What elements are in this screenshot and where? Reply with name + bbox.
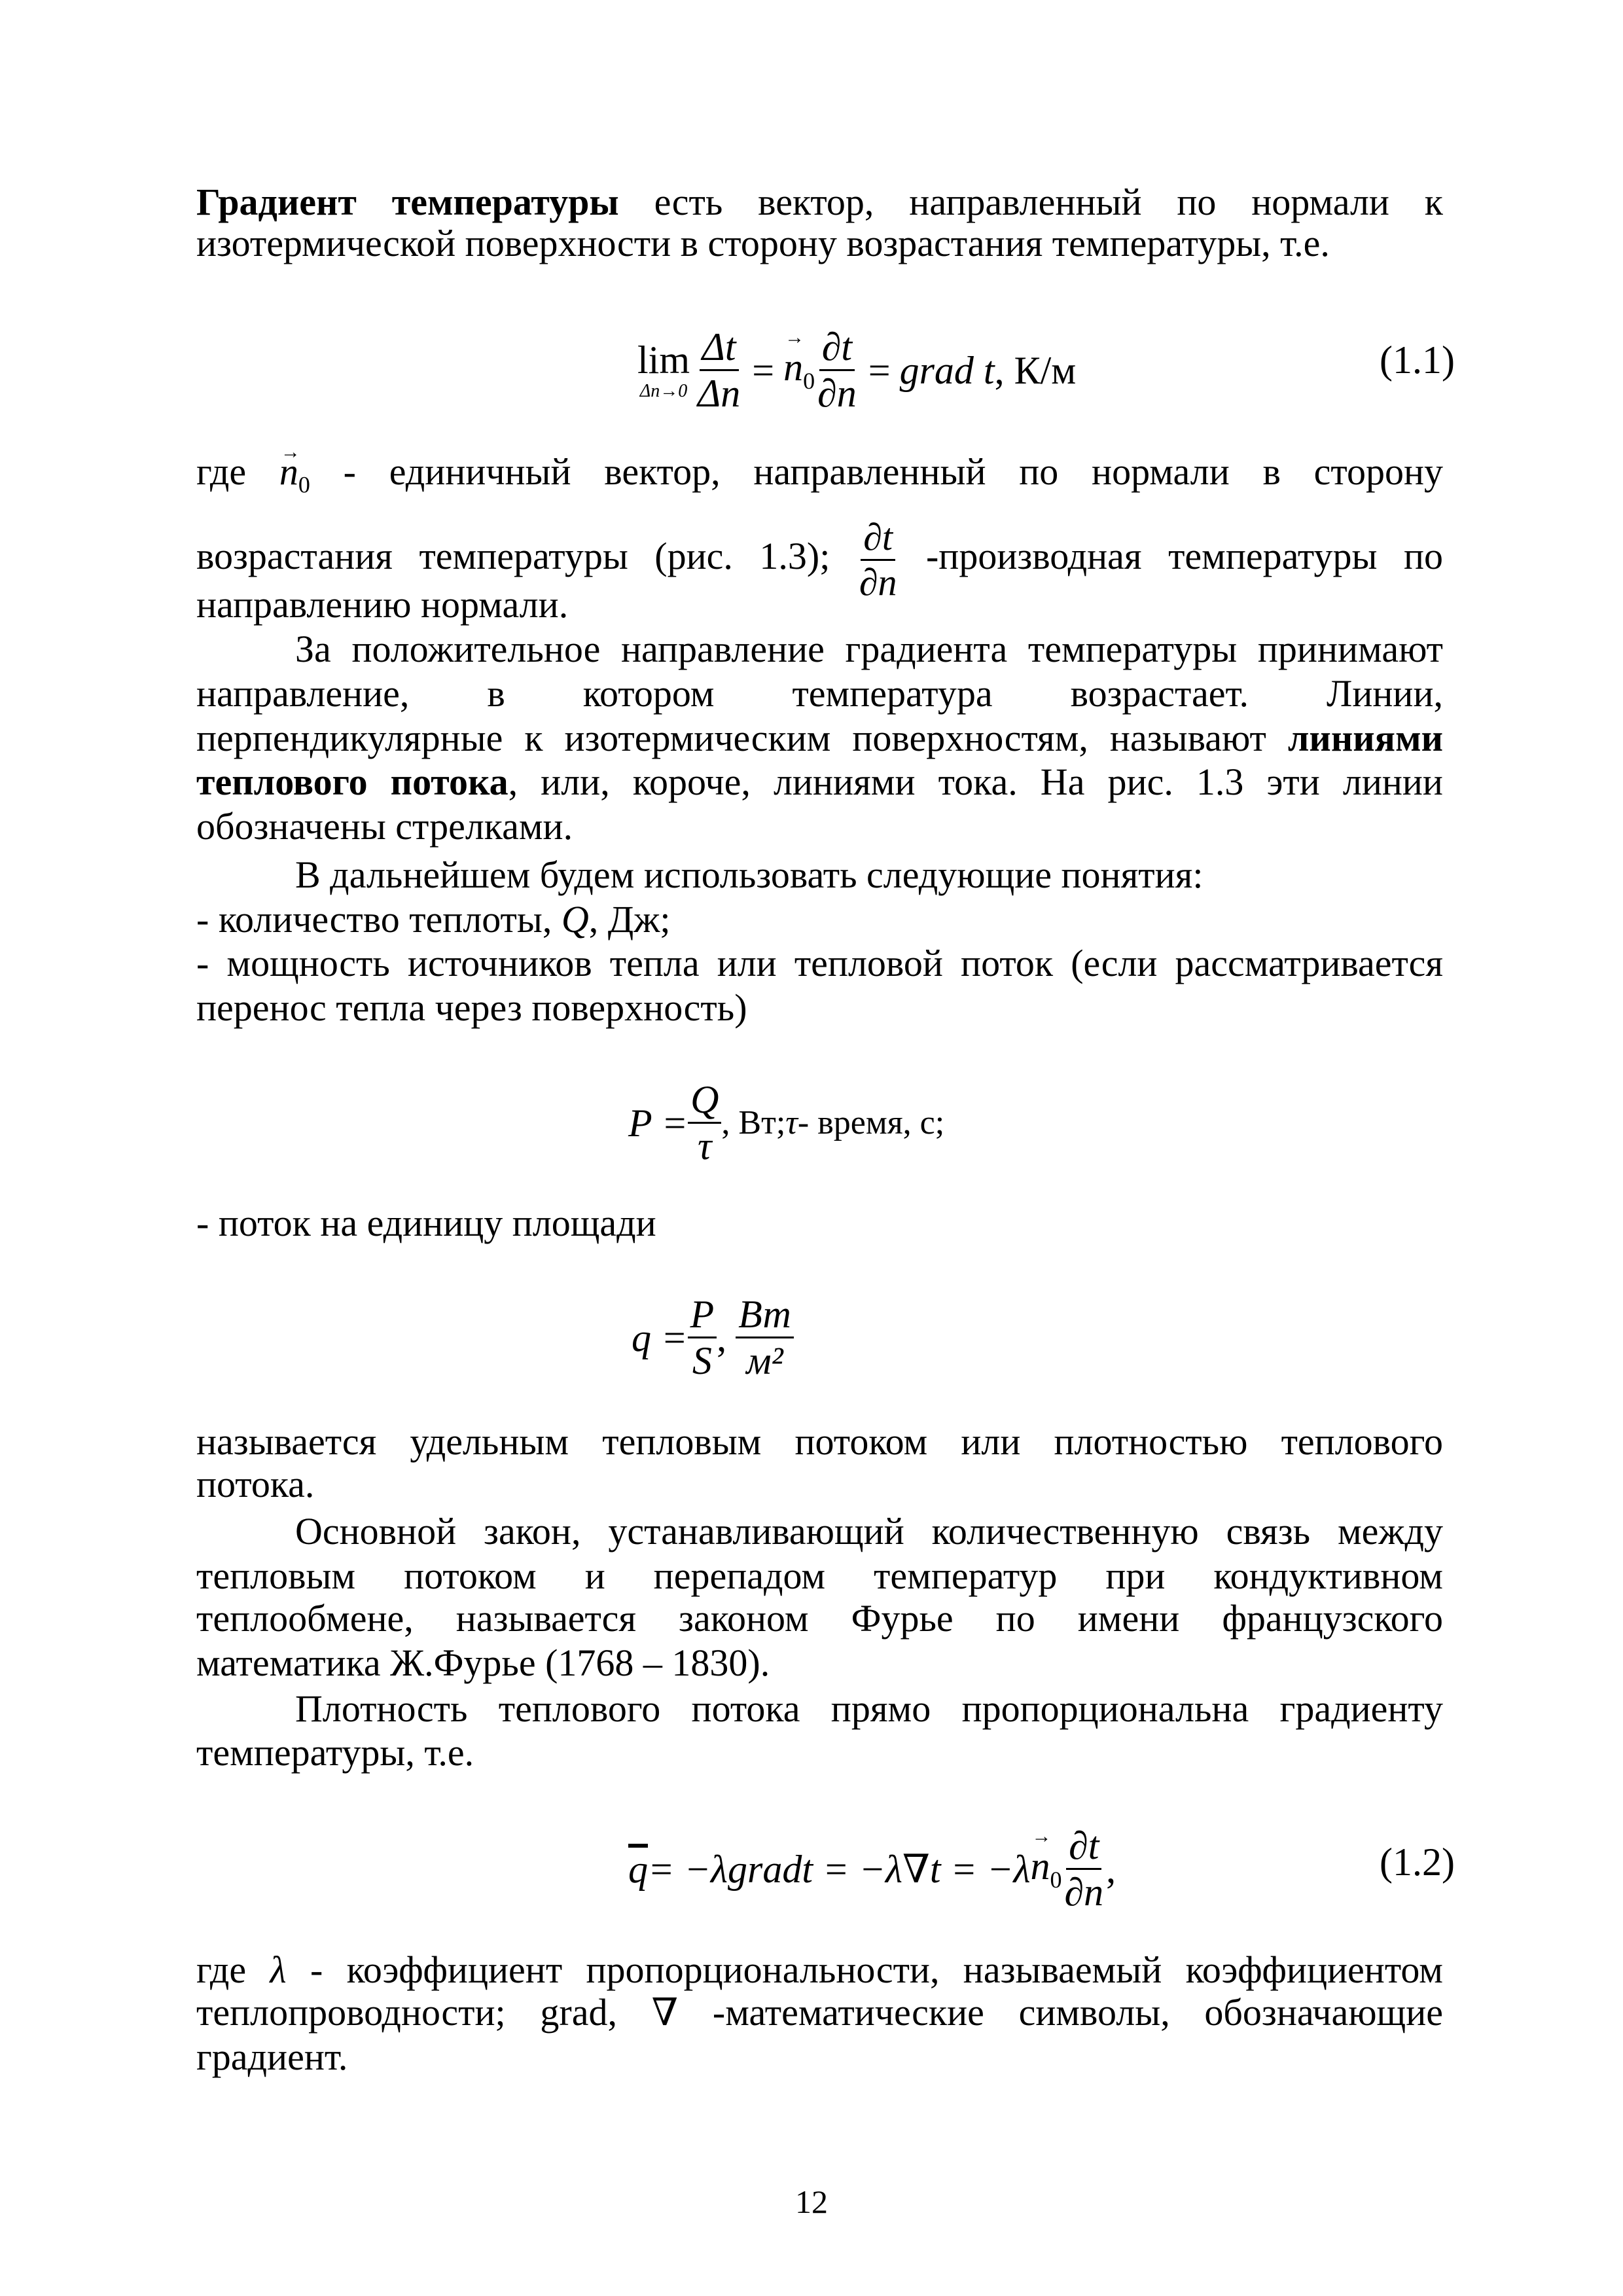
equation-heat-flux — [632, 1295, 794, 1380]
vec-n: n — [783, 346, 804, 389]
text: Основной закон, устанавливающий количественную связь между — [295, 1510, 1443, 1552]
numerator: P — [688, 1295, 717, 1338]
text-line — [196, 221, 1443, 266]
text: потока. — [196, 1463, 315, 1505]
text: тепловым потоком и перепадом температур при кондуктивном — [196, 1554, 1443, 1597]
equals: = — [752, 348, 775, 392]
math-symbol: λ — [270, 1948, 287, 1991]
vec-sub: 0 — [298, 471, 310, 498]
text-line — [196, 1553, 1443, 1599]
numerator: ∂t — [861, 518, 895, 561]
denominator: S — [692, 1339, 712, 1382]
text: математика Ж.Фурье (1768 – 1830). — [196, 1641, 770, 1684]
text: называется удельным тепловым потоком или плотностью теплового — [196, 1420, 1443, 1463]
text-line — [196, 1686, 1443, 1732]
text: перенос тепла через поверхность) — [196, 986, 747, 1029]
text-line — [196, 1419, 1443, 1465]
text: -производная температуры по — [899, 534, 1443, 577]
unit-vector — [1030, 1846, 1061, 1892]
numerator: Q — [688, 1080, 721, 1124]
page-number: 12 — [795, 2183, 828, 2220]
text: обозначены стрелками. — [196, 805, 573, 848]
denominator: ∂n — [1064, 1871, 1104, 1914]
unit-vector — [279, 449, 310, 508]
text-line — [196, 582, 1443, 628]
tau: τ — [785, 1103, 798, 1141]
equation-power — [628, 1080, 944, 1166]
text-line — [196, 1990, 1443, 2036]
limit — [637, 340, 690, 401]
text-line — [196, 449, 1443, 498]
grad-t: grad t — [899, 348, 995, 392]
text: За положительное направление градиента температуры принимают — [295, 628, 1443, 670]
bold-term: Градиент температуры — [196, 181, 619, 223]
text: возрастания температуры (рис. 1.3); — [196, 534, 857, 577]
text: где — [196, 450, 279, 493]
text-line — [196, 2034, 1443, 2080]
text-line — [196, 1730, 1443, 1776]
comma: , — [1106, 1847, 1116, 1891]
text-line — [196, 1947, 1443, 1993]
text: теплопроводности; grad, ∇ -математические символы, обозначающие — [196, 1991, 1443, 2034]
unit: , К/м — [994, 348, 1077, 392]
flux-lhs: q = — [632, 1316, 688, 1359]
bold-term: линиями — [1287, 717, 1443, 759]
text: - мощность источников тепла или тепловой поток (если рассматривается — [196, 942, 1443, 984]
text: - коэффициент пропорциональности, называемый коэффициентом — [286, 1948, 1444, 1991]
vec-sub: 0 — [803, 368, 815, 394]
text-line — [196, 715, 1443, 761]
text: где — [196, 1948, 270, 1991]
text-line — [196, 804, 1443, 850]
lim-subscript: Δn→0 — [639, 380, 688, 401]
denominator: ∂n — [859, 561, 897, 603]
equation-number-1-2: (1.2) — [1380, 1840, 1455, 1884]
numerator: ∂t — [819, 327, 855, 371]
text-line — [196, 1596, 1443, 1641]
text: направление, в котором температура возрастает. Линии, — [196, 672, 1443, 715]
text-line — [196, 941, 1443, 986]
math-symbol: Q — [561, 898, 589, 941]
fourier-expression: = −λgradt = −λ∇t = −λ — [648, 1847, 1031, 1891]
vec-n: n — [279, 450, 298, 493]
comma: , — [717, 1316, 727, 1359]
text: - поток на единицу площади — [196, 1202, 656, 1244]
text-line — [196, 1462, 1443, 1507]
lim-label: lim — [637, 338, 690, 382]
time-text: - время, с; — [797, 1103, 945, 1141]
text: градиент. — [196, 2036, 348, 2078]
equals: = — [868, 348, 891, 392]
text-line — [196, 759, 1443, 805]
text: , или, короче, линиями тока. На рис. 1.3 эти линии — [508, 761, 1443, 803]
vec-sub: 0 — [1050, 1867, 1062, 1893]
equation-number-1-1: (1.1) — [1380, 338, 1455, 382]
text-line — [196, 1509, 1443, 1554]
text-line — [196, 985, 1443, 1031]
text-line — [196, 179, 1443, 225]
denominator: Δn — [698, 372, 741, 415]
denominator: ∂n — [817, 372, 857, 415]
unit-numerator: Вт — [736, 1295, 794, 1338]
text: - количество теплоты, — [196, 898, 562, 941]
text-line — [196, 1200, 1443, 1246]
numerator: Δt — [700, 327, 739, 371]
equation-1-2 — [628, 1826, 1116, 1912]
text-line — [196, 671, 1443, 717]
text: изотермической поверхности в сторону возрастания температуры, т.е. — [196, 222, 1330, 264]
text: теплообмене, называется законом Фурье по имени французского — [196, 1597, 1443, 1640]
unit-denominator: м² — [746, 1339, 783, 1382]
text: есть вектор, направленный по нормали к — [618, 181, 1443, 223]
q-vector: $\overline{q}$ — [628, 1847, 648, 1891]
text-line — [196, 852, 1443, 898]
unit-text: , Вт; — [721, 1103, 786, 1141]
text-line — [196, 516, 1443, 603]
equation-1-1 — [637, 327, 1076, 413]
text: В дальнейшем будем использовать следующие понятия: — [295, 853, 1204, 896]
text: перпендикулярные к изотермическим поверхностям, называют — [196, 717, 1288, 759]
text-line — [196, 897, 1443, 942]
text-line — [196, 626, 1443, 672]
text: - единичный вектор, направленный по нормали в сторону — [310, 450, 1443, 493]
power-lhs: P = — [628, 1101, 688, 1145]
text-line — [196, 1640, 1443, 1686]
bold-term: теплового потока — [196, 761, 508, 803]
denominator: τ — [697, 1124, 712, 1168]
numerator: ∂t — [1066, 1826, 1101, 1870]
text: направлению нормали. — [196, 583, 569, 626]
text: , Дж; — [588, 898, 671, 941]
vec-n: n — [1030, 1844, 1050, 1888]
text: температуры, т.е. — [196, 1731, 474, 1774]
unit-vector — [783, 348, 815, 393]
text: Плотность теплового потока прямо пропорциональна градиенту — [295, 1687, 1443, 1730]
